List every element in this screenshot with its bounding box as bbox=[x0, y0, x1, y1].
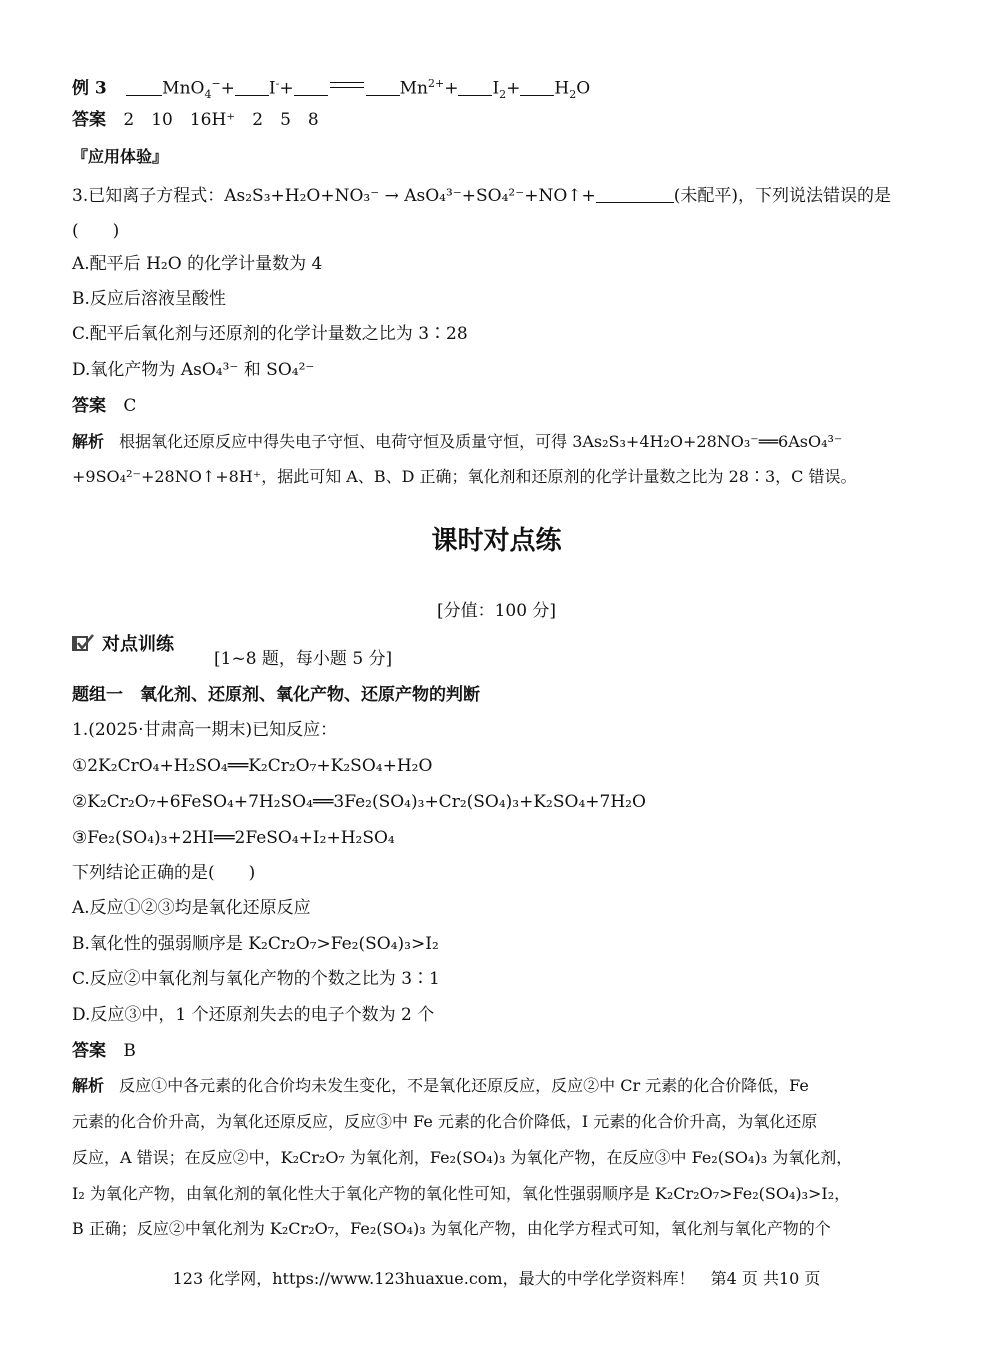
formula: O bbox=[576, 78, 591, 99]
formula-sup: - bbox=[275, 77, 280, 90]
formula: I bbox=[492, 78, 500, 99]
training-section-header bbox=[72, 630, 174, 656]
q3-option-d: D.氧化产物为 AsO₄³⁻ 和 SO₄²⁻ bbox=[72, 360, 315, 380]
example-3-answer bbox=[72, 108, 319, 132]
q1-analysis-line-5: B 正确；反应②中氧化剂为 K₂Cr₂O₇，Fe₂(SO₄)₃ 为氧化产物，由化学方程式可知，氧化剂与氧化产物的个 bbox=[72, 1219, 831, 1238]
formula: I bbox=[268, 78, 276, 99]
plus: + bbox=[506, 78, 521, 99]
formula-sup: 2+ bbox=[427, 77, 445, 90]
q1-option-b: B.氧化性的强弱顺序是 K₂Cr₂O₇>Fe₂(SO₄)₃>I₂ bbox=[72, 934, 439, 954]
score-total: [分值：100 分] bbox=[436, 601, 557, 621]
q1-option-d: D.反应③中，1 个还原剂失去的电子个数为 2 个 bbox=[72, 1005, 435, 1025]
q3-paren: ( ) bbox=[72, 221, 120, 241]
example-3-equation bbox=[72, 72, 590, 107]
checkbox-icon bbox=[72, 634, 94, 652]
formula-sub: 2 bbox=[569, 88, 577, 102]
blank-5 bbox=[458, 79, 492, 96]
apply-section-title: 『应用体验』 bbox=[72, 147, 169, 166]
q3-option-b: B.反应后溶液呈酸性 bbox=[72, 289, 226, 309]
q1-option-c: C.反应②中氧化剂与氧化产物的个数之比为 3∶1 bbox=[72, 969, 440, 989]
formula-sub: 2 bbox=[499, 88, 507, 102]
q3-analysis-line-2: +9SO₄²⁻+28NO↑+8H⁺，据此可知 A、B、D 正确；氧化剂和还原剂的化学计量数之比为 28∶3，C 错误。 bbox=[72, 467, 857, 486]
blank-4 bbox=[366, 79, 400, 96]
q1-analysis-line-1 bbox=[72, 1074, 912, 1098]
q1-answer bbox=[72, 1039, 136, 1063]
training-label: 对点训练 bbox=[102, 634, 174, 655]
blank-1 bbox=[126, 79, 162, 96]
q1-reaction-1: ①2K₂CrO₄+H₂SO₄══K₂Cr₂O₇+K₂SO₄+H₂O bbox=[72, 756, 433, 776]
q1-reaction-2: ②K₂Cr₂O₇+6FeSO₄+7H₂SO₄══3Fe₂(SO₄)₃+Cr₂(SO₄)₃+K₂SO₄+7H₂O bbox=[72, 792, 646, 812]
answer-value: B bbox=[123, 1041, 136, 1061]
analysis-label: 解析 bbox=[72, 1076, 105, 1095]
q3-answer bbox=[72, 394, 136, 418]
plus: + bbox=[444, 78, 459, 99]
example-label: 例 3 bbox=[72, 78, 107, 99]
plus: + bbox=[220, 78, 235, 99]
formula: Mn bbox=[399, 78, 428, 99]
q1-analysis-line-4: I₂ 为氧化产物，由氧化剂的氧化性大于氧化产物的氧化性可知，氧化性强弱顺序是 K₂Cr₂O₇>Fe₂(SO₄)₃>I₂， bbox=[72, 1184, 851, 1203]
formula-sub: 4 bbox=[204, 88, 212, 102]
equals-sign bbox=[330, 81, 364, 91]
blank-3 bbox=[294, 79, 328, 96]
formula: H bbox=[554, 78, 570, 99]
answer-value: C bbox=[123, 396, 137, 416]
analysis-text: 反应①中各元素的化合价均未发生变化，不是氧化还原反应，反应②中 Cr 元素的化合价降低，Fe bbox=[119, 1076, 809, 1095]
formula-sup: − bbox=[211, 77, 221, 90]
q3-stem-text: 3.已知离子方程式： bbox=[72, 186, 225, 206]
q3-equation: As₂S₃+H₂O+NO₃⁻ → AsO₄³⁻+SO₄²⁻+NO↑+ bbox=[224, 186, 596, 206]
answer-label: 答案 bbox=[72, 396, 106, 416]
answer-label: 答案 bbox=[72, 1041, 106, 1061]
q3-option-a: A.配平后 H₂O 的化学计量数为 4 bbox=[72, 254, 323, 274]
plus: + bbox=[279, 78, 294, 99]
formula: MnO bbox=[162, 78, 205, 99]
q1-reaction-3: ③Fe₂(SO₄)₃+2HI══2FeSO₄+I₂+H₂SO₄ bbox=[72, 828, 395, 848]
lesson-title: 课时对点练 bbox=[431, 526, 562, 556]
answer-value: 2 10 16H⁺ 2 5 8 bbox=[123, 110, 319, 130]
q1-analysis-line-2: 元素的化合价升高，为氧化还原反应，反应③中 Fe 元素的化合价降低，I 元素的化合价升高，为氧化还原 bbox=[72, 1112, 818, 1131]
q1-option-a: A.反应①②③均是氧化还原反应 bbox=[72, 898, 311, 918]
q1-ask: 下列结论正确的是( ) bbox=[72, 863, 256, 883]
analysis-label: 解析 bbox=[72, 432, 105, 451]
q3-stem bbox=[72, 184, 891, 208]
q3-stem-tail: (未配平)，下列说法错误的是 bbox=[673, 186, 892, 206]
training-range: [1~8 题，每小题 5 分] bbox=[214, 649, 393, 669]
q1-stem: 1.(2025·甘肃高一期末)已知反应： bbox=[72, 720, 338, 740]
q3-blank bbox=[596, 186, 674, 203]
blank-6 bbox=[520, 79, 554, 96]
q3-analysis-line-1 bbox=[72, 430, 912, 454]
page-footer: 123 化学网，https://www.123huaxue.com，最大的中学化学资料库！ 第4 页 共10 页 bbox=[172, 1269, 821, 1288]
q3-option-c: C.配平后氧化剂与还原剂的化学计量数之比为 3∶28 bbox=[72, 324, 468, 344]
blank-2 bbox=[235, 79, 269, 96]
analysis-text: 根据氧化还原反应中得失电子守恒、电荷守恒及质量守恒，可得 3As₂S₃+4H₂O+28NO₃⁻══6AsO₄³⁻ bbox=[119, 432, 843, 451]
answer-label: 答案 bbox=[72, 110, 106, 130]
group-1-title: 题组一 氧化剂、还原剂、氧化产物、还原产物的判断 bbox=[72, 685, 480, 705]
q1-analysis-line-3: 反应，A 错误；在反应②中，K₂Cr₂O₇ 为氧化剂，Fe₂(SO₄)₃ 为氧化产物，在反应③中 Fe₂(SO₄)₃ 为氧化剂， bbox=[72, 1148, 853, 1167]
